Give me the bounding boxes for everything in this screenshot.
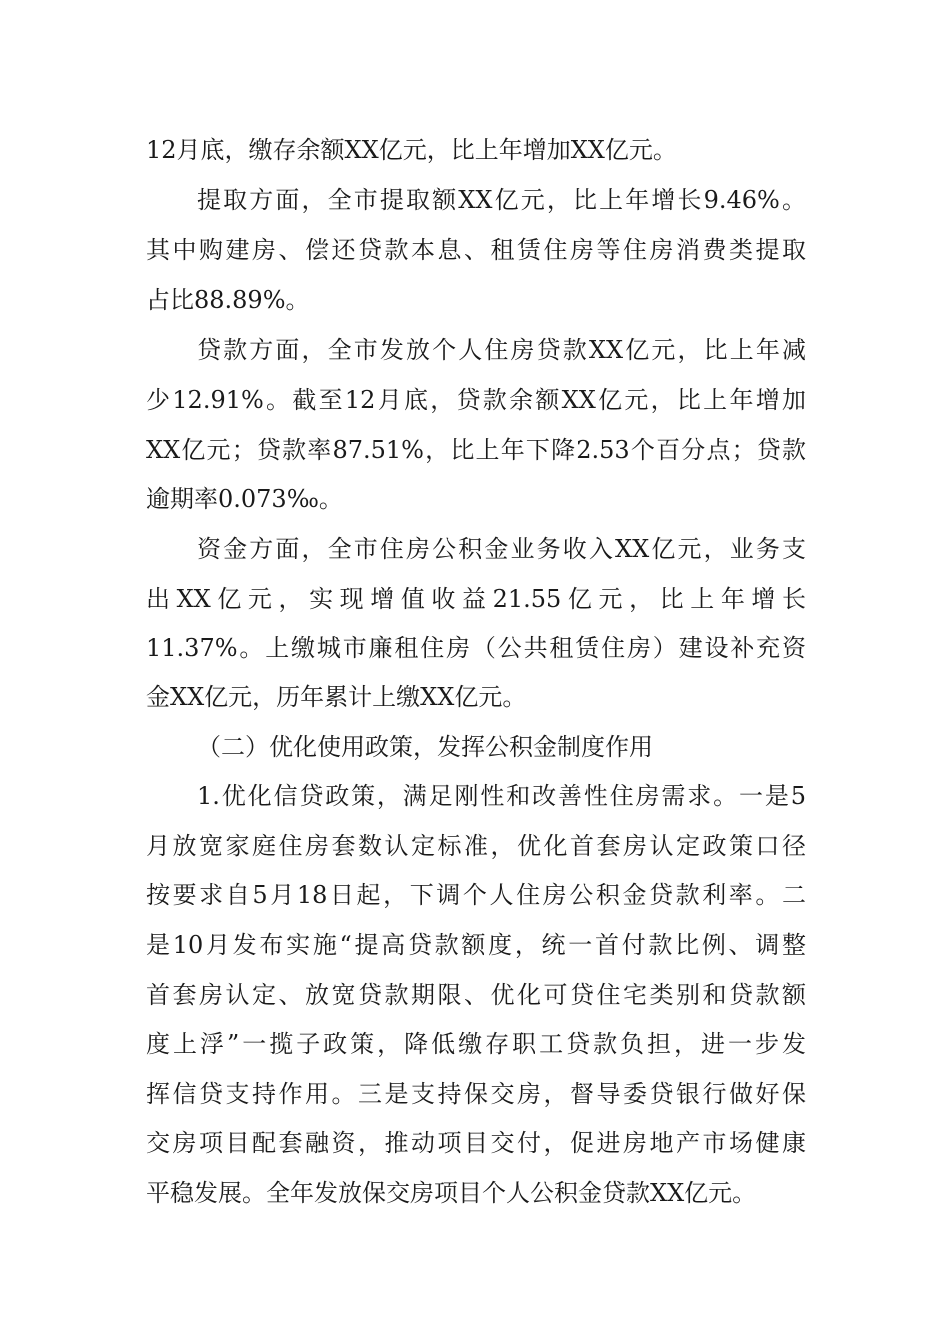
text-line: 11.37%。上缴城市廉租住房（公共租赁住房）建设补充资 <box>146 634 806 662</box>
text-line: 占比88.89%。 <box>146 286 310 314</box>
text-line: 出XX亿元，实现增值收益21.55亿元，比上年增长 <box>146 585 806 613</box>
text-line: 挥信贷支持作用。三是支持保交房，督导委贷银行做好保 <box>146 1080 806 1108</box>
text-line: 度上浮”一揽子政策，降低缴存职工贷款负担，进一步发 <box>146 1030 806 1058</box>
text-line: 首套房认定、放宽贷款期限、优化可贷住宅类别和贷款额 <box>146 981 806 1009</box>
text-line: 少12.91%。截至12月底，贷款余额XX亿元，比上年增加 <box>146 386 806 414</box>
text-line: 按要求自5月18日起，下调个人住房公积金贷款利率。二 <box>146 881 806 909</box>
text-line: 提取方面，全市提取额XX亿元，比上年增长9.46%。 <box>197 186 806 214</box>
section-heading: （二）优化使用政策，发挥公积金制度作用 <box>197 733 653 761</box>
text-line: 交房项目配套融资，推动项目交付，促进房地产市场健康 <box>146 1129 806 1157</box>
text-line: 金XX亿元，历年累计上缴XX亿元。 <box>146 683 527 711</box>
text-line: 月放宽家庭住房套数认定标准，优化首套房认定政策口径 <box>146 832 806 860</box>
text-line: 1.优化信贷政策，满足刚性和改善性住房需求。一是5 <box>197 782 806 810</box>
text-line: 12月底，缴存余额XX亿元，比上年增加XX亿元。 <box>146 136 677 164</box>
text-line: 逾期率0.073‰。 <box>146 485 343 513</box>
text-line: 是10月发布实施“提高贷款额度，统一首付款比例、调整 <box>146 931 806 959</box>
text-line: 其中购建房、偿还贷款本息、租赁住房等住房消费类提取 <box>146 236 806 264</box>
text-line: 贷款方面，全市发放个人住房贷款XX亿元，比上年减 <box>197 336 806 364</box>
text-line: 平稳发展。全年发放保交房项目个人公积金贷款XX亿元。 <box>146 1179 757 1207</box>
text-line: XX亿元；贷款率87.51%，比上年下降2.53个百分点；贷款 <box>146 436 806 464</box>
text-line: 资金方面，全市住房公积金业务收入XX亿元，业务支 <box>197 535 806 563</box>
